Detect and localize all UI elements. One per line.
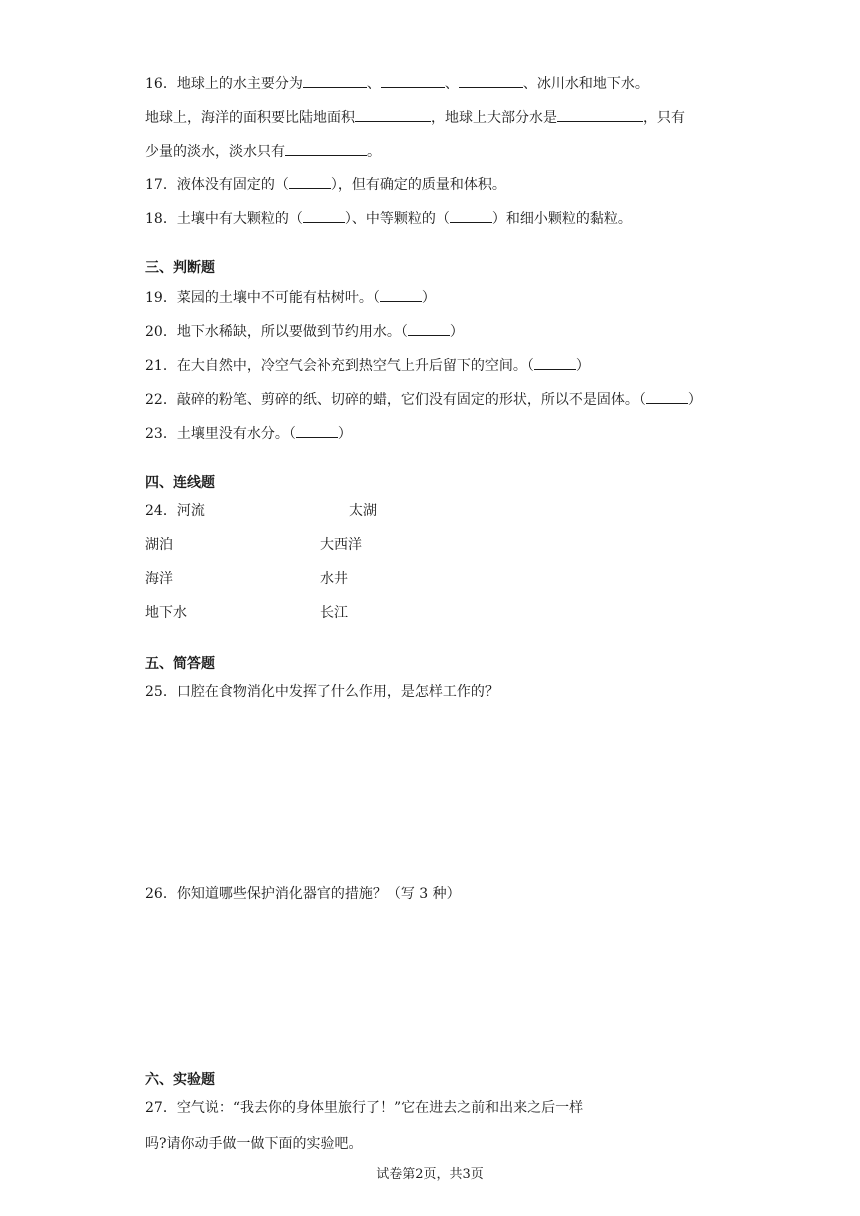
answer-blank[interactable] [450,207,492,223]
answer-blank[interactable] [303,72,367,88]
question-16-line-1: 16．地球上的水主要分为 、 、 、冰川水和地下水。 [145,72,649,94]
question-number: 25． [145,684,177,700]
question-24-left-item[interactable]: 地下水 [145,605,187,621]
section-heading-short-answer: 五、简答题 [145,656,215,672]
question-number: 23． [145,426,177,442]
question-23: 23．土壤里没有水分。（ ） [145,422,352,444]
answer-blank[interactable] [557,106,643,122]
question-number: 26． [145,886,177,902]
question-number: 17． [145,177,177,193]
question-27-line-1: 27．空气说：“我去你的身体里旅行了！”它在进去之前和出来之后一样 [145,1100,584,1116]
question-16-line-3: 少量的淡水，淡水只有 。 [145,140,381,162]
question-24-right-item[interactable]: 水井 [320,571,348,587]
question-16-line-2: 地球上，海洋的面积要比陆地面积 ，地球上大部分水是 ，只有 [145,106,685,128]
question-number: 22． [145,392,177,408]
question-number: 18． [145,211,177,227]
question-number: 27． [145,1100,177,1116]
section-heading-matching: 四、连线题 [145,475,215,491]
answer-blank[interactable] [285,140,367,156]
question-22: 22．敲碎的粉笔、剪碎的纸、切碎的蜡，它们没有固定的形状，所以不是固体。（ ） [145,388,702,410]
answer-blank[interactable] [296,422,338,438]
answer-blank[interactable] [355,106,431,122]
section-heading-judgment: 三、判断题 [145,260,215,276]
question-number: 24． [145,503,177,519]
question-27-line-2: 吗?请你动手做一做下面的实验吧。 [145,1136,363,1152]
answer-blank[interactable] [380,286,422,302]
answer-blank[interactable] [534,354,576,370]
page-footer: 试卷第2页，共3页 [376,1167,484,1182]
question-24-left-item[interactable]: 湖泊 [145,537,173,553]
question-25: 25．口腔在食物消化中发挥了什么作用，是怎样工作的？ [145,684,499,700]
question-24-right-item[interactable]: 太湖 [349,503,377,519]
question-19: 19．菜园的土壤中不可能有枯树叶。（ ） [145,286,436,308]
question-21: 21．在大自然中，冷空气会补充到热空气上升后留下的空间。（ ） [145,354,590,376]
answer-blank[interactable] [381,72,445,88]
answer-blank[interactable] [303,207,345,223]
question-26: 26．你知道哪些保护消化器官的措施？（写 3 种） [145,886,461,902]
question-number: 21． [145,358,177,374]
answer-blank[interactable] [646,388,688,404]
question-number: 20． [145,324,177,340]
question-20: 20．地下水稀缺，所以要做到节约用水。（ ） [145,320,464,342]
answer-blank[interactable] [289,173,331,189]
section-heading-experiment: 六、实验题 [145,1072,215,1088]
question-24-left-item[interactable]: 海洋 [145,571,173,587]
answer-blank[interactable] [459,72,523,88]
question-24-right-item[interactable]: 长江 [320,605,348,621]
question-17: 17．液体没有固定的（ ），但有确定的质量和体积。 [145,173,506,195]
question-24-left-item[interactable]: 24．河流 [145,503,205,519]
answer-blank[interactable] [408,320,450,336]
question-18: 18．土壤中有大颗粒的（ ）、中等颗粒的（ ）和细小颗粒的黏粒。 [145,207,632,229]
question-number: 16． [145,76,177,92]
question-24-right-item[interactable]: 大西洋 [320,537,362,553]
question-number: 19． [145,290,177,306]
